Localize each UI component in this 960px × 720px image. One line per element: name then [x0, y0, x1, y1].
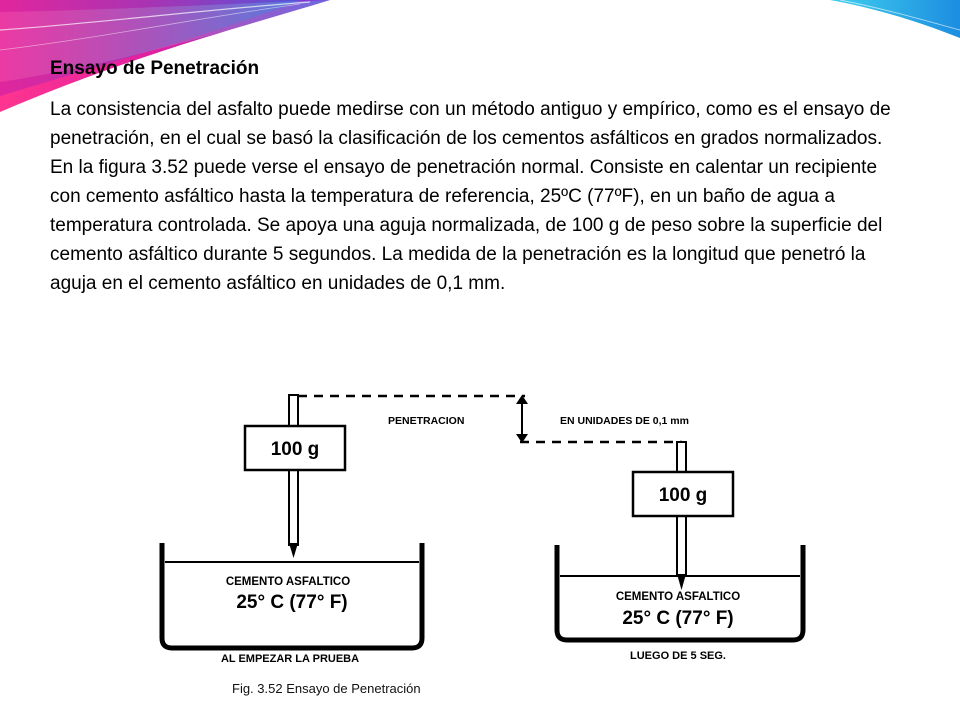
stage-left-label: AL EMPEZAR LA PRUEBA — [220, 653, 360, 665]
temperature-right-label: 25° C (77° F) — [622, 608, 734, 629]
slide-title: Ensayo de Penetración — [50, 58, 260, 79]
penetration-test-figure — [150, 380, 820, 670]
needle-left-tip — [289, 543, 298, 558]
weight-right-label: 100 g — [658, 485, 708, 506]
weight-left-label: 100 g — [270, 439, 320, 460]
penetration-arrow-head-up — [516, 395, 528, 404]
penetration-label: PENETRACION — [388, 415, 465, 427]
units-label: EN UNIDADES DE 0,1 mm — [560, 415, 689, 427]
figure-caption: Fig. 3.52 Ensayo de Penetración — [232, 681, 421, 696]
stage-right-label: LUEGO DE 5 SEG. — [630, 650, 726, 662]
body-paragraph: La consistencia del asfalto puede medirse con un método antiguo y empírico, como es el ensayo de penetración, en el cual se basó la clasificación de los cementos asfálticos en grados normalizados. En la figura 3.52 puede verse el ensayo de penetración normal. Consiste en calentar un recipiente con cemento asfáltico hasta la temperatura de referencia, 25ºC (77ºF), en un baño de agua a temperatura controlada. Se apoya una aguja normalizada, de 100 g de peso sobre la superficie del cemento asfáltico durante 5 segundos. La medida de la penetración es la longitud que penetró la aguja en el cemento asfáltico en unidades de 0,1 mm. — [50, 99, 891, 294]
temperature-left-label: 25° C (77° F) — [236, 592, 348, 613]
material-right-label: CEMENTO ASFALTICO — [615, 591, 741, 603]
decorative-swoosh-right — [830, 0, 960, 40]
material-left-label: CEMENTO ASFALTICO — [225, 576, 351, 588]
